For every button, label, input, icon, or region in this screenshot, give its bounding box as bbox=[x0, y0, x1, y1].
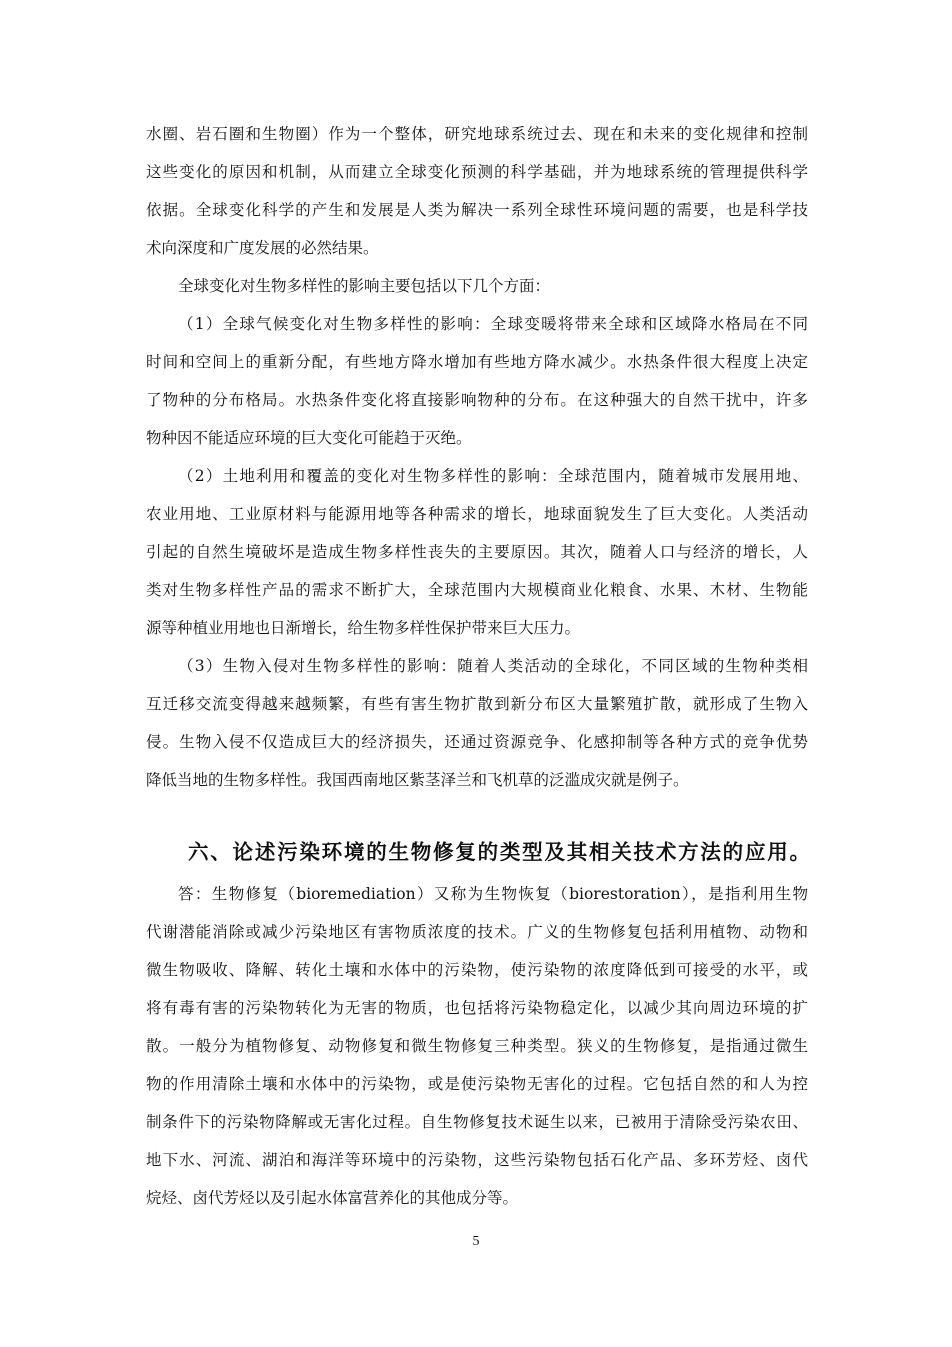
paragraph-line: （1）全球气候变化对生物多样性的影响：全球变暖将带来全球和区域降水格局在不同 bbox=[178, 315, 808, 333]
answer-line: 将有毒有害的污染物转化为无害的物质，也包括将污染物稳定化，以减少其向周边环境的扩 bbox=[146, 999, 808, 1017]
answer-line: 制条件下的污染物降解或无害化过程。自生物修复技术诞生以来，已被用于清除受污染农田、 bbox=[146, 1113, 808, 1131]
paragraph-line: 了物种的分布格局。水热条件变化将直接影响物种的分布。在这种强大的自然干扰中，许多 bbox=[146, 391, 808, 409]
paragraph-line: 物种因不能适应环境的巨大变化可能趋于灭绝。 bbox=[146, 429, 472, 447]
paragraph-line: 这些变化的原因和机制，从而建立全球变化预测的科学基础，并为地球系统的管理提供科学 bbox=[146, 163, 808, 181]
answer-line: 微生物吸收、降解、转化土壤和水体中的污染物，使污染物的浓度降低到可接受的水平，或 bbox=[146, 961, 808, 979]
paragraph-line: 术向深度和广度发展的必然结果。 bbox=[146, 239, 379, 257]
paragraph-line: 农业用地、工业原材料与能源用地等各种需求的增长，地球面貌发生了巨大变化。人类活动 bbox=[146, 505, 808, 523]
paragraph-line: 类对生物多样性产品的需求不断扩大，全球范围内大规模商业化粮食、水果、木材、生物能 bbox=[146, 581, 808, 599]
section-heading: 六、论述污染环境的生物修复的类型及其相关技术方法的应用。 bbox=[188, 840, 810, 864]
answer-line: 散。一般分为植物修复、动物修复和微生物修复三种类型。狭义的生物修复，是指通过微生 bbox=[146, 1037, 808, 1055]
paragraph-line: 降低当地的生物多样性。我国西南地区紫茎泽兰和飞机草的泛滥成灾就是例子。 bbox=[146, 771, 689, 789]
paragraph-line: （3）生物入侵对生物多样性的影响：随着人类活动的全球化，不同区域的生物种类相 bbox=[178, 657, 808, 675]
paragraph-line: 侵。生物入侵不仅造成巨大的经济损失，还通过资源竞争、化感抑制等各种方式的竞争优势 bbox=[146, 733, 808, 751]
paragraph-line: 时间和空间上的重新分配，有些地方降水增加有些地方降水减少。水热条件很大程度上决定 bbox=[146, 353, 808, 371]
paragraph-line: 源等种植业用地也日渐增长，给生物多样性保护带来巨大压力。 bbox=[146, 619, 581, 637]
paragraph-line: 依据。全球变化科学的产生和发展是人类为解决一系列全球性环境问题的需要，也是科学技 bbox=[146, 201, 808, 219]
answer-line: 代谢潜能消除或减少污染地区有害物质浓度的技术。广义的生物修复包括利用植物、动物和 bbox=[146, 923, 808, 941]
answer-line: 物的作用清除土壤和水体中的污染物，或是使污染物无害化的过程。它包括自然的和人为控 bbox=[146, 1075, 808, 1093]
paragraph-line: 全球变化对生物多样性的影响主要包括以下几个方面： bbox=[178, 277, 551, 295]
paragraph-line: （2）土地利用和覆盖的变化对生物多样性的影响：全球范围内，随着城市发展用地、 bbox=[178, 467, 808, 485]
answer-line: 地下水、河流、湖泊和海洋等环境中的污染物，这些污染物包括石化产品、多环芳烃、卤代 bbox=[146, 1151, 808, 1169]
paragraph-line: 互迁移交流变得越来越频繁，有些有害生物扩散到新分布区大量繁殖扩散，就形成了生物入 bbox=[146, 695, 808, 713]
answer-line: 答：生物修复（bioremediation）又称为生物恢复（biorestoration），是指利用生物 bbox=[178, 885, 808, 903]
answer-line: 烷烃、卤代芳烃以及引起水体富营养化的其他成分等。 bbox=[146, 1189, 519, 1207]
paragraph-line: 引起的自然生境破坏是造成生物多样性丧失的主要原因。其次，随着人口与经济的增长，人 bbox=[146, 543, 808, 561]
page-number: 5 bbox=[472, 1234, 480, 1249]
paragraph-line: 水圈、岩石圈和生物圈）作为一个整体，研究地球系统过去、现在和未来的变化规律和控制 bbox=[146, 125, 808, 143]
